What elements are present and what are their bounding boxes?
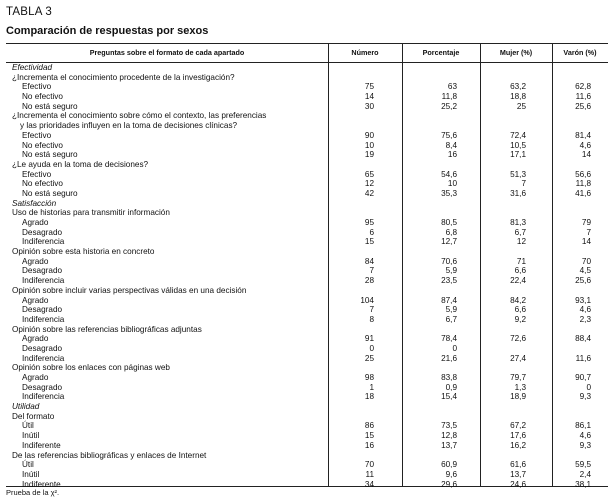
percentage-cell: 73,5 — [441, 421, 457, 431]
men-cell: 11,8 — [575, 179, 591, 189]
table-body — [6, 63, 608, 489]
answer-label: Agrado — [22, 373, 49, 382]
women-cell: 13,7 — [510, 469, 526, 479]
answer-label: Útil — [22, 421, 34, 431]
men-cell: 14 — [581, 237, 591, 247]
section-row — [6, 63, 608, 73]
women-cell: 9,2 — [514, 314, 526, 324]
percentage-cell: 54,6 — [441, 169, 457, 179]
men-cell: 59,5 — [575, 460, 591, 470]
table-row — [6, 470, 608, 480]
men-cell: 81,4 — [575, 130, 591, 140]
answer-label: Inútil — [22, 431, 40, 441]
answer-label: Indiferencia — [22, 392, 65, 402]
answer-label: Desagrado — [22, 382, 63, 392]
women-cell: 51,3 — [510, 169, 526, 179]
answer-label: Agrado — [22, 295, 49, 305]
men-cell: 86,1 — [575, 421, 591, 431]
men-cell: 9,3 — [579, 392, 591, 402]
percentage-cell: 35,3 — [441, 188, 457, 198]
men-cell: 4,5 — [579, 266, 591, 276]
count-cell: 25 — [364, 353, 374, 363]
women-cell: 18,8 — [510, 92, 526, 102]
answer-label: Indiferencia — [22, 276, 65, 286]
question-row — [6, 121, 608, 131]
header-percentage: Porcentaje — [422, 48, 460, 57]
men-cell: 11,6 — [575, 92, 591, 102]
percentage-cell: 87,4 — [441, 295, 457, 305]
women-cell: 72,6 — [510, 334, 526, 344]
answer-label: No efectivo — [22, 179, 63, 189]
percentage-cell: 63 — [447, 82, 457, 92]
table-row — [6, 344, 608, 354]
count-cell: 34 — [364, 479, 374, 489]
question-label: Opinión sobre esta historia en concreto — [12, 247, 155, 257]
section-label: Utilidad — [12, 402, 40, 412]
table-row — [6, 480, 608, 490]
percentage-cell: 12,7 — [441, 237, 457, 247]
header-women: Mujer (%) — [499, 48, 533, 57]
women-cell: 17,6 — [510, 431, 526, 441]
count-cell: 16 — [364, 440, 374, 450]
percentage-cell: 80,5 — [441, 218, 457, 227]
women-cell: 63,2 — [510, 82, 526, 92]
answer-label: Indiferencia — [22, 353, 65, 363]
answer-label: Agrado — [22, 218, 49, 227]
percentage-cell: 6,7 — [445, 314, 457, 324]
section-label: Satisfacción — [12, 198, 57, 208]
men-cell: 25,6 — [575, 276, 591, 286]
table-row — [6, 218, 608, 228]
table-row — [6, 431, 608, 441]
men-cell: 2,3 — [579, 314, 591, 324]
women-cell: 22,4 — [510, 276, 526, 286]
count-cell: 30 — [364, 101, 374, 111]
header-question: Preguntas sobre el formato de cada apartado — [89, 48, 245, 57]
question-row — [6, 325, 608, 335]
question-label: Opinión sobre los enlaces con páginas web — [12, 363, 170, 373]
table-row — [6, 383, 608, 393]
women-cell: 67,2 — [510, 421, 526, 431]
question-label: ¿Incrementa el conocimiento procedente de la investigación? — [12, 72, 235, 82]
results-table — [6, 43, 608, 487]
answer-label: Desagrado — [22, 305, 63, 315]
women-cell: 17,1 — [510, 150, 526, 160]
answer-label: No está seguro — [22, 188, 78, 198]
question-label: Del formato — [12, 411, 55, 421]
question-label: ¿Le ayuda en la toma de decisiones? — [12, 159, 149, 169]
question-row — [6, 73, 608, 83]
men-cell: 7 — [586, 227, 591, 237]
men-cell: 38,1 — [575, 479, 591, 489]
question-label: Uso de historias para transmitir información — [12, 208, 170, 218]
table-row — [6, 460, 608, 470]
men-cell: 4,6 — [579, 431, 591, 441]
women-cell: 1,3 — [514, 382, 526, 392]
table-row — [6, 228, 608, 238]
percentage-cell: 12,8 — [441, 431, 457, 441]
men-cell: 14 — [581, 150, 591, 160]
answer-label: Efectivo — [22, 169, 52, 179]
count-cell: 15 — [364, 237, 374, 247]
footnote: Prueba de la χ². — [6, 488, 60, 497]
count-cell: 42 — [364, 188, 374, 198]
percentage-cell: 8,4 — [445, 140, 457, 150]
count-cell: 28 — [364, 276, 374, 286]
section-row — [6, 402, 608, 412]
table-row — [6, 305, 608, 315]
count-cell: 1 — [369, 382, 374, 392]
percentage-cell: 78,4 — [441, 334, 457, 344]
table-row — [6, 237, 608, 247]
count-cell: 84 — [364, 256, 374, 266]
count-cell: 91 — [364, 334, 374, 344]
percentage-cell: 9,6 — [445, 469, 457, 479]
answer-label: Agrado — [22, 334, 49, 344]
answer-label: No está seguro — [22, 150, 78, 160]
women-cell: 72,4 — [510, 130, 526, 140]
table-row — [6, 102, 608, 112]
table-row — [6, 189, 608, 199]
percentage-cell: 23,5 — [441, 276, 457, 286]
table-row — [6, 266, 608, 276]
percentage-cell: 25,2 — [441, 101, 457, 111]
percentage-cell: 60,9 — [441, 460, 457, 470]
answer-label: Efectivo — [22, 82, 52, 92]
women-cell: 7 — [521, 179, 526, 189]
count-cell: 8 — [369, 314, 374, 324]
women-cell: 31,6 — [510, 188, 526, 198]
question-label: Opinión sobre incluir varias perspectivas válidas en una decisión — [12, 285, 247, 295]
count-cell: 95 — [364, 218, 374, 227]
women-cell: 61,6 — [510, 460, 526, 470]
table-row — [6, 257, 608, 267]
answer-label: No efectivo — [22, 140, 63, 150]
percentage-cell: 70,6 — [441, 256, 457, 266]
count-cell: 75 — [364, 82, 374, 92]
table-row — [6, 296, 608, 306]
count-cell: 18 — [364, 392, 374, 402]
count-cell: 98 — [364, 373, 374, 382]
percentage-cell: 83,8 — [441, 373, 457, 382]
percentage-cell: 75,6 — [441, 130, 457, 140]
answer-label: No efectivo — [22, 92, 63, 102]
men-cell: 70 — [581, 256, 591, 266]
women-cell: 6,7 — [514, 227, 526, 237]
section-label: Efectividad — [12, 63, 53, 72]
table-row — [6, 150, 608, 160]
count-cell: 7 — [369, 305, 374, 315]
women-cell: 16,2 — [510, 440, 526, 450]
table-row — [6, 141, 608, 151]
table-row — [6, 441, 608, 451]
table-row — [6, 315, 608, 325]
answer-label: Desagrado — [22, 343, 63, 353]
percentage-cell: 10 — [447, 179, 457, 189]
count-cell: 104 — [360, 295, 374, 305]
men-cell: 79 — [581, 218, 591, 227]
table-row — [6, 131, 608, 141]
men-cell: 25,6 — [575, 101, 591, 111]
percentage-cell: 29,6 — [441, 479, 457, 489]
count-cell: 10 — [364, 140, 374, 150]
count-cell: 86 — [364, 421, 374, 431]
percentage-cell: 5,9 — [445, 266, 457, 276]
men-cell: 9,3 — [579, 440, 591, 450]
percentage-cell: 5,9 — [445, 305, 457, 315]
count-cell: 15 — [364, 431, 374, 441]
men-cell: 4,6 — [579, 305, 591, 315]
women-cell: 27,4 — [510, 353, 526, 363]
answer-label: Indiferencia — [22, 237, 65, 247]
percentage-cell: 15,4 — [441, 392, 457, 402]
women-cell: 79,7 — [510, 373, 526, 382]
table-row — [6, 179, 608, 189]
women-cell: 25 — [516, 101, 526, 111]
answer-label: Desagrado — [22, 227, 63, 237]
men-cell: 0 — [586, 382, 591, 392]
women-cell: 6,6 — [514, 305, 526, 315]
percentage-cell: 13,7 — [441, 440, 457, 450]
women-cell: 12 — [516, 237, 526, 247]
question-row — [6, 111, 608, 121]
question-label: Opinión sobre las referencias bibliográficas adjuntas — [12, 324, 202, 334]
header-number: Número — [351, 48, 379, 57]
men-cell: 62,8 — [575, 82, 591, 92]
answer-label: Indiferente — [22, 440, 61, 450]
table-row — [6, 170, 608, 180]
question-row — [6, 160, 608, 170]
percentage-cell: 11,8 — [441, 92, 457, 102]
question-row — [6, 286, 608, 296]
women-cell: 6,6 — [514, 266, 526, 276]
question-label: ¿Incrementa el conocimiento sobre cómo el contexto, las preferencias — [12, 111, 267, 121]
count-cell: 70 — [364, 460, 374, 470]
count-cell: 90 — [364, 130, 374, 140]
table-row — [6, 421, 608, 431]
question-row — [6, 412, 608, 422]
answer-label: Útil — [22, 460, 34, 470]
question-label: De las referencias bibliográficas y enlaces de Internet — [12, 450, 207, 460]
table-row — [6, 82, 608, 92]
table-row — [6, 392, 608, 402]
table-header — [6, 44, 608, 63]
men-cell: 41,6 — [575, 188, 591, 198]
count-cell: 14 — [364, 92, 374, 102]
header-men: Varón (%) — [563, 48, 597, 57]
count-cell: 7 — [369, 266, 374, 276]
table-row — [6, 334, 608, 344]
answer-label: Efectivo — [22, 130, 52, 140]
question-row — [6, 451, 608, 461]
question-row — [6, 247, 608, 257]
section-row — [6, 199, 608, 209]
question-row — [6, 208, 608, 218]
count-cell: 6 — [369, 227, 374, 237]
men-cell: 90,7 — [575, 373, 591, 382]
women-cell: 10,5 — [510, 140, 526, 150]
men-cell: 4,6 — [579, 140, 591, 150]
answer-label: No está seguro — [22, 101, 78, 111]
answer-label: Agrado — [22, 256, 49, 266]
count-cell: 0 — [369, 343, 374, 353]
answer-label: Desagrado — [22, 266, 63, 276]
women-cell: 84,2 — [510, 295, 526, 305]
percentage-cell: 21,6 — [441, 353, 457, 363]
table-title: Comparación de respuestas por sexos — [6, 25, 209, 37]
answer-label: Indiferente — [22, 479, 61, 489]
women-cell: 24,6 — [510, 479, 526, 489]
women-cell: 18,9 — [510, 392, 526, 402]
answer-label: Inútil — [22, 469, 40, 479]
men-cell: 2,4 — [579, 469, 591, 479]
table-row — [6, 373, 608, 383]
count-cell: 12 — [364, 179, 374, 189]
question-row — [6, 363, 608, 373]
percentage-cell: 6,8 — [445, 227, 457, 237]
count-cell: 19 — [364, 150, 374, 160]
percentage-cell: 0 — [452, 343, 457, 353]
men-cell: 88,4 — [575, 334, 591, 344]
percentage-cell: 16 — [447, 150, 457, 160]
men-cell: 93,1 — [575, 295, 591, 305]
women-cell: 81,3 — [510, 218, 526, 227]
table-label: TABLA 3 — [6, 6, 52, 18]
table-row — [6, 92, 608, 102]
percentage-cell: 0,9 — [445, 382, 457, 392]
count-cell: 65 — [364, 169, 374, 179]
men-cell: 11,6 — [575, 353, 591, 363]
women-cell: 71 — [516, 256, 526, 266]
men-cell: 56,6 — [575, 169, 591, 179]
table-row — [6, 354, 608, 364]
answer-label: Indiferencia — [22, 314, 65, 324]
table-row — [6, 276, 608, 286]
count-cell: 11 — [365, 469, 374, 479]
question-label: y las prioridades influyen en la toma de decisiones clínicas? — [20, 121, 238, 131]
